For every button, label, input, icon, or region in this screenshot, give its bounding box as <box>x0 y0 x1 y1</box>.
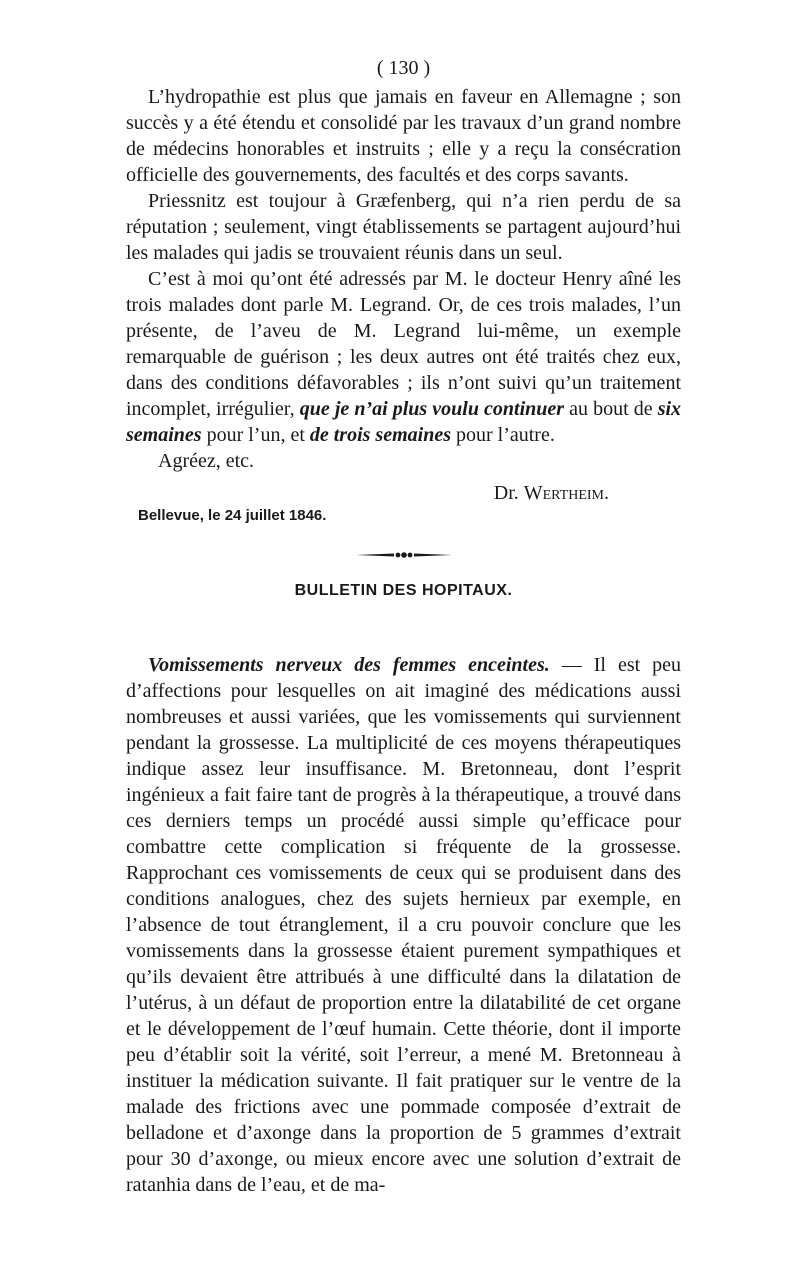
section-divider-ornament <box>126 548 681 562</box>
paragraph-3-text-3: pour l’un, et <box>206 424 305 446</box>
letter-paragraph-3 <box>126 266 681 448</box>
letter-section <box>126 84 681 526</box>
book-page <box>126 56 681 1198</box>
letter-paragraph-1: L’hydropathie est plus que jamais en faveur en Allemagne ; son succès y a été étendu et consolidé par les travaux d’un grand nombre de médecins honorables et instruits ; elle y a reçu la consécration officielle des gouvernements, des facultés et des corps savants. <box>126 86 681 186</box>
emphasis-continuer: que je n’ai plus voulu continuer <box>299 398 565 420</box>
letter-paragraph-2: Priessnitz est toujour à Græfenberg, qui n’a rien perdu de sa réputation ; seulement, vingt établissements se partagent aujourd’hui les malades qui jadis se trouvaient réunis dans un seul. <box>126 190 681 264</box>
paragraph-3-text-2: au bout de <box>569 398 653 420</box>
bulletin-article <box>126 652 681 1198</box>
article-title: Vomissements nerveux des femmes enceintes. <box>148 654 550 676</box>
signature-name: Wertheim. <box>523 482 609 504</box>
letter-closing: Agréez, etc. <box>158 450 255 472</box>
paragraph-3-text-4: pour l’autre. <box>456 424 555 446</box>
page-number: ( 130 ) <box>376 57 431 79</box>
bulletin-section <box>126 652 681 1198</box>
section-heading: BULLETIN DES HOPITAUX. <box>294 582 513 599</box>
signature <box>126 480 681 506</box>
ornament-rule-icon <box>354 548 454 562</box>
dateline: Bellevue, le 24 juillet 1846. <box>138 507 327 524</box>
emphasis-six-semaines: six semaines <box>126 398 682 446</box>
signature-prefix: Dr. <box>493 482 524 504</box>
emphasis-trois-semaines: de trois semaines <box>309 424 451 446</box>
article-body: — Il est peu d’affections pour lesquelles on ait imaginé des médications aussi nombreuses et aussi variées, que les vomissements qui surviennent pendant la grossesse. La multiplicité de ces moyens thérapeutiques indique assez leur insuffisance. M. Bretonneau, dont l’esprit ingénieux a fait faire tant de progrès à la thérapeutique, a trouvé dans ces derniers temps un procédé aussi simple qu’efficace pour combattre cette complication si fréquente de la grossesse. Rapprochant ces vomissements de ceux qui se produisent dans des conditions analogues, chez des sujets hernieux par exemple, en l’absence de tout étranglement, il a cru pouvoir conclure que les vomissements dans la grossesse étaient purement sympathiques et qu’ils devaient être attribués à une difficulté dans la dilatation de l’utérus, à un défaut de proportion entre la dilatabilité de cet organe et le développement de l’œuf humain. Cette théorie, dont il importe peu d’établir soit la vérité, soit l’erreur, a mené M. Bretonneau à instituer la médication suivante. Il fait pratiquer sur le ventre de la malade des frictions avec une pommade composée d’extrait de belladone et d’axonge dans la proportion de 5 grammes d’extrait pour 30 d’axonge, ou mieux encore avec une solution d’extrait de ratanhia dans de l’eau, et de ma- <box>126 654 682 1196</box>
paragraph-3-text: C’est à moi qu’ont été adressés par M. le docteur Henry aîné les trois malades dont parle M. Legrand. Or, de ces trois malades, l’un présente, de l’aveu de M. Legrand lui-même, un exemple remarquable de guérison ; les deux autres ont été traités chez eux, dans des conditions défavorables ; ils n’ont suivi qu’un traitement incomplet, irrégulier, <box>126 268 681 420</box>
